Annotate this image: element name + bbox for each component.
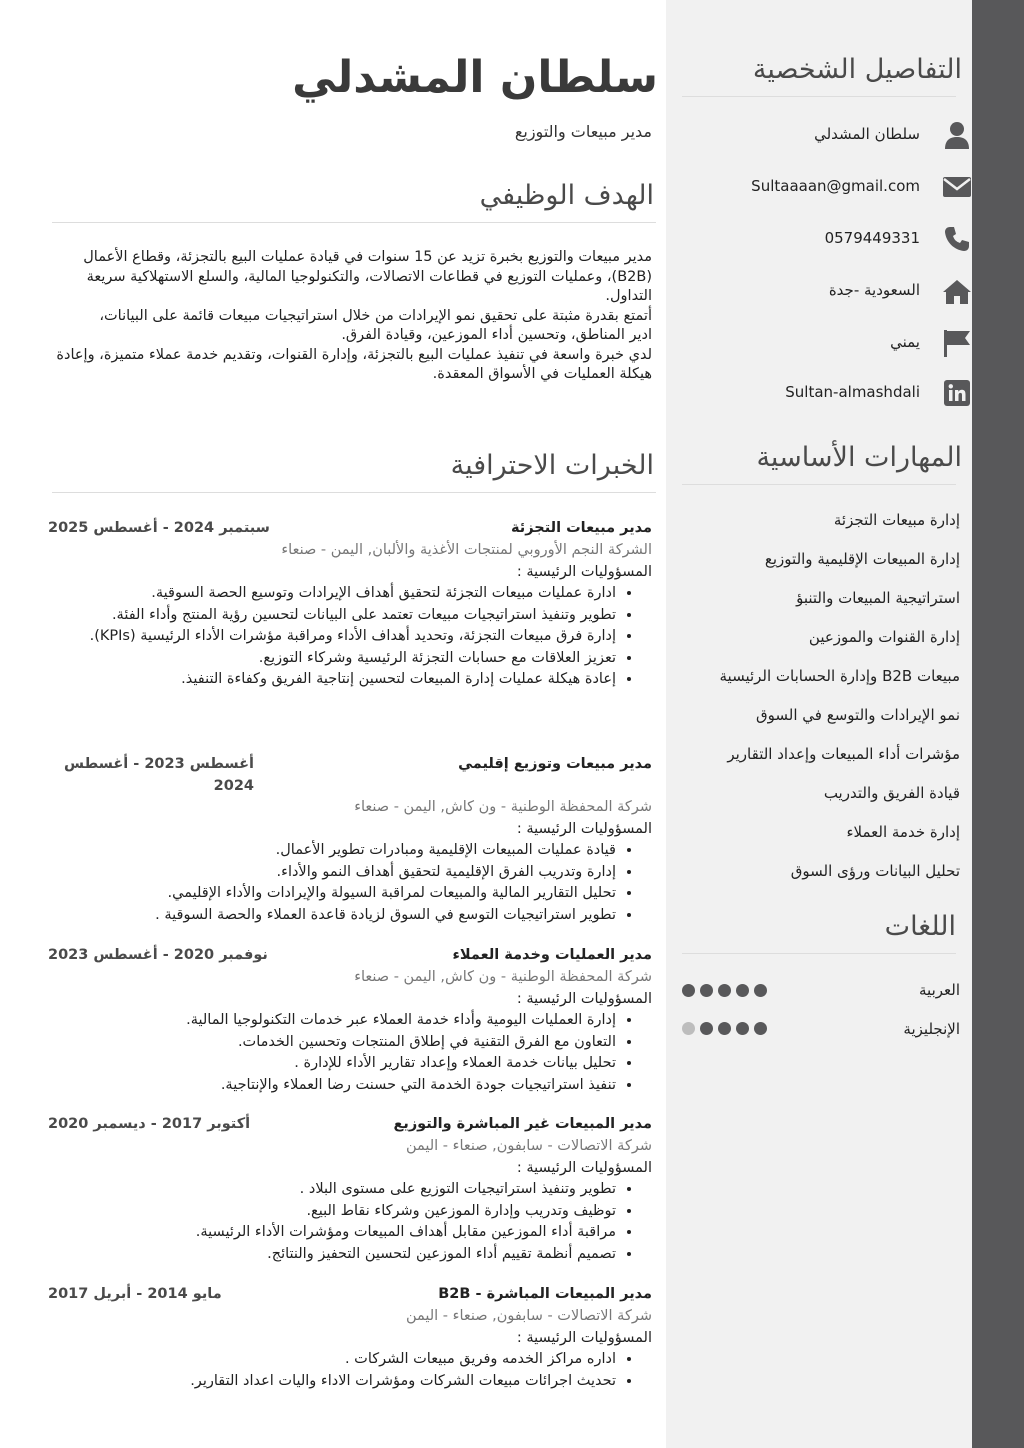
personal-name-value: سلطان المشدلي — [814, 125, 920, 143]
personal-heading: التفاصيل الشخصية — [752, 54, 962, 85]
skill-item: إدارة خدمة العملاء — [846, 823, 960, 841]
job-responsibilities-label: المسؤوليات الرئيسية : — [516, 990, 652, 1007]
job-bullet: • مراقبة أداء الموزعين مقابل أهداف المبيعات ومؤشرات الأداء الرئيسية. — [48, 1222, 616, 1244]
rating-dot — [718, 984, 731, 997]
language-rating — [682, 984, 767, 997]
job-bullet: • التعاون مع الفرق التقنية في إطلاق المنتجات وتحسين الخدمات. — [48, 1032, 616, 1054]
language-name: الإنجليزية — [903, 1020, 960, 1038]
person-icon — [942, 120, 972, 150]
job-title: مدير المبيعات غير المباشرة والتوزيع — [393, 1116, 652, 1132]
experience-heading: الخبرات الاحترافية — [450, 450, 654, 481]
linkedin-icon — [942, 378, 972, 408]
job-entry — [48, 518, 652, 691]
skill-item: إدارة القنوات والموزعين — [808, 628, 960, 646]
personal-location-row — [682, 276, 972, 306]
rating-dot — [682, 1022, 695, 1035]
objective-divider — [52, 222, 656, 223]
job-bullets — [48, 1179, 652, 1265]
skill-item: تحليل البيانات ورؤى السوق — [790, 862, 960, 880]
personal-divider — [682, 96, 956, 97]
personal-nationality-row — [682, 328, 972, 358]
personal-email-row — [682, 172, 972, 202]
job-company: شركة الاتصالات - سابفون, صنعاء - اليمن — [405, 1138, 652, 1154]
envelope-icon — [942, 172, 972, 202]
job-dates: أكتوبر 2017 - ديسمبر 2020 — [48, 1116, 251, 1132]
job-bullet: • تصميم أنظمة تقييم أداء الموزعين لتحسين التحفيز والنتائج. — [48, 1244, 616, 1266]
job-responsibilities-label: المسؤوليات الرئيسية : — [516, 1159, 652, 1176]
objective-paragraph: لدي خبرة واسعة في تنفيذ عمليات البيع بالتجزئة، وإدارة القنوات، وتقديم خدمة عملاء متميزة، وإعادة هيكلة العمليات في الأسواق المعقدة. — [56, 346, 652, 382]
job-bullet: • إدارة فرق مبيعات التجزئة، وتحديد أهداف الأداء ومراقبة مؤشرات الأداء الرئيسية (KPIs). — [48, 626, 616, 648]
job-bullet: • تحليل بيانات خدمة العملاء وإعداد تقارير الأداء للإدارة . — [48, 1053, 616, 1075]
personal-nationality-value: يمني — [890, 333, 920, 351]
rating-dot — [736, 1022, 749, 1035]
job-title: مدير مبيعات وتوزيع إقليمي — [458, 756, 652, 772]
job-company: الشركة النجم الأوروبي لمنتجات الأغذية والألبان, اليمن - صنعاء — [281, 542, 652, 558]
flag-icon — [942, 328, 972, 358]
objective-heading: الهدف الوظيفي — [479, 180, 654, 211]
job-dates: مايو 2014 - أبريل 2017 — [48, 1286, 222, 1302]
job-responsibilities-label: المسؤوليات الرئيسية : — [516, 563, 652, 580]
experience-divider — [52, 492, 656, 493]
personal-phone-value[interactable]: 0579449331 — [824, 229, 920, 247]
personal-name-row — [682, 120, 972, 150]
objective-text — [48, 248, 652, 385]
job-bullets — [48, 1010, 652, 1096]
job-bullet: • اداره مراكز الخدمه وفريق مبيعات الشركات . — [48, 1349, 616, 1371]
languages-heading: اللغات — [884, 911, 956, 942]
job-bullets — [48, 583, 652, 691]
candidate-name: سلطان المشدلي — [292, 52, 658, 103]
job-bullet: • تحليل التقارير المالية والمبيعات لمراقبة السيولة والإيرادات والأداء الإقليمي. — [48, 883, 616, 905]
skill-item: مؤشرات أداء المبيعات وإعداد التقارير — [727, 745, 960, 763]
job-title: مدير مبيعات التجزئة — [511, 520, 652, 536]
skill-item: إدارة المبيعات الإقليمية والتوزيع — [764, 550, 960, 568]
candidate-title: مدير مبيعات والتوزيع — [514, 122, 652, 141]
job-bullet: • تطوير استراتيجيات التوسع في السوق لزيادة قاعدة العملاء والحصة السوقية . — [48, 905, 616, 927]
rating-dot — [718, 1022, 731, 1035]
home-icon — [942, 276, 972, 306]
job-bullet: • إعادة هيكلة عمليات إدارة المبيعات لتحسين إنتاجية الفريق وكفاءة التنفيذ. — [48, 669, 616, 691]
job-title: مدير المبيعات المباشرة - B2B — [438, 1286, 652, 1302]
job-bullet: • تطوير وتنفيذ استراتيجيات التوزيع على مستوى البلاد . — [48, 1179, 616, 1201]
rating-dot — [754, 984, 767, 997]
job-dates: سبتمبر 2024 - أغسطس 2025 — [48, 520, 270, 536]
rating-dot — [700, 984, 713, 997]
skill-item: مبيعات B2B وإدارة الحسابات الرئيسية — [719, 667, 960, 685]
job-entry — [48, 754, 652, 926]
rating-dot — [700, 1022, 713, 1035]
language-rating — [682, 1022, 767, 1035]
job-entry — [48, 945, 652, 1096]
job-bullet: • ادارة عمليات مبيعات التجزئة لتحقيق أهداف الإيرادات وتوسيع الحصة السوقية. — [48, 583, 616, 605]
skill-item: إدارة مبيعات التجزئة — [833, 511, 960, 529]
accent-bar — [972, 0, 1024, 1448]
job-company: شركة المحفظة الوطنية - ون كاش, اليمن - صنعاء — [354, 799, 652, 815]
job-bullet: • تنفيذ استراتيجيات جودة الخدمة التي حسنت رضا العملاء والإنتاجية. — [48, 1075, 616, 1097]
phone-icon — [942, 224, 972, 254]
personal-linkedin-row — [682, 378, 972, 408]
job-bullet: • تعزيز العلاقات مع حسابات التجزئة الرئيسية وشركاء التوزيع. — [48, 648, 616, 670]
job-company: شركة المحفظة الوطنية - ون كاش, اليمن - صنعاء — [354, 969, 652, 985]
languages-divider — [682, 953, 956, 954]
job-bullets — [48, 840, 652, 926]
skill-item: استراتيجية المبيعات والتنبؤ — [796, 589, 960, 607]
objective-paragraph: أتمتع بقدرة مثبتة على تحقيق نمو الإيرادات من خلال استراتيجيات مبيعات قائمة على البيانات، — [99, 307, 652, 324]
job-bullet: • تحديث اجرائات مبيعات الشركات ومؤشرات الاداء واليات اعداد التقارير. — [48, 1371, 616, 1393]
sidebar — [666, 0, 972, 1448]
objective-paragraph: مدير مبيعات والتوزيع بخبرة تزيد عن 15 سنوات في قيادة عمليات البيع بالتجزئة، وقطاع الأعمال (B2B)، وعمليات التوزيع في قطاعات الاتصالات، والتكنولوجيا المالية، والسلع الاستهلاكية سريعة التداول. — [83, 249, 652, 304]
job-title: مدير العمليات وخدمة العملاء — [452, 947, 652, 963]
rating-dot — [754, 1022, 767, 1035]
job-bullets — [48, 1349, 652, 1392]
job-bullet: • إدارة وتدريب الفرق الإقليمية لتحقيق أهداف النمو والأداء. — [48, 862, 616, 884]
job-entry — [48, 1114, 652, 1265]
skills-heading: المهارات الأساسية — [756, 442, 962, 473]
skills-divider — [682, 484, 956, 485]
rating-dot — [736, 984, 749, 997]
language-name: العربية — [919, 981, 960, 999]
personal-linkedin-value[interactable]: Sultan-almashdali — [785, 383, 920, 401]
job-dates: أغسطس 2023 - أغسطس 2024 — [63, 756, 254, 794]
job-responsibilities-label: المسؤوليات الرئيسية : — [516, 1329, 652, 1346]
job-dates: نوفمبر 2020 - أغسطس 2023 — [48, 947, 268, 963]
job-entry — [48, 1284, 652, 1392]
skill-item: نمو الإيرادات والتوسع في السوق — [756, 706, 960, 724]
job-bullet: • إدارة العمليات اليومية وأداء خدمة العملاء عبر خدمات التكنولوجيا المالية. — [48, 1010, 616, 1032]
rating-dot — [682, 984, 695, 997]
skill-item: قيادة الفريق والتدريب — [823, 784, 960, 802]
job-bullet: • توظيف وتدريب وإدارة الموزعين وشركاء نقاط البيع. — [48, 1201, 616, 1223]
job-bullet: • تطوير وتنفيذ استراتيجيات مبيعات تعتمد على البيانات لتحسين رؤية المنتج وأداء الفئة. — [48, 605, 616, 627]
objective-paragraph: ادير المناطق، وتحسين أداء الموزعين، وقيادة الفرق. — [341, 327, 652, 343]
personal-phone-row — [682, 224, 972, 254]
personal-location-value: السعودية -جدة — [828, 281, 920, 299]
job-responsibilities-label: المسؤوليات الرئيسية : — [516, 820, 652, 837]
personal-email-value[interactable]: Sultaaaan@gmail.com — [751, 177, 920, 195]
job-bullet: • قيادة عمليات المبيعات الإقليمية ومبادرات تطوير الأعمال. — [48, 840, 616, 862]
job-company: شركة الاتصالات - سابفون, صنعاء - اليمن — [405, 1308, 652, 1324]
